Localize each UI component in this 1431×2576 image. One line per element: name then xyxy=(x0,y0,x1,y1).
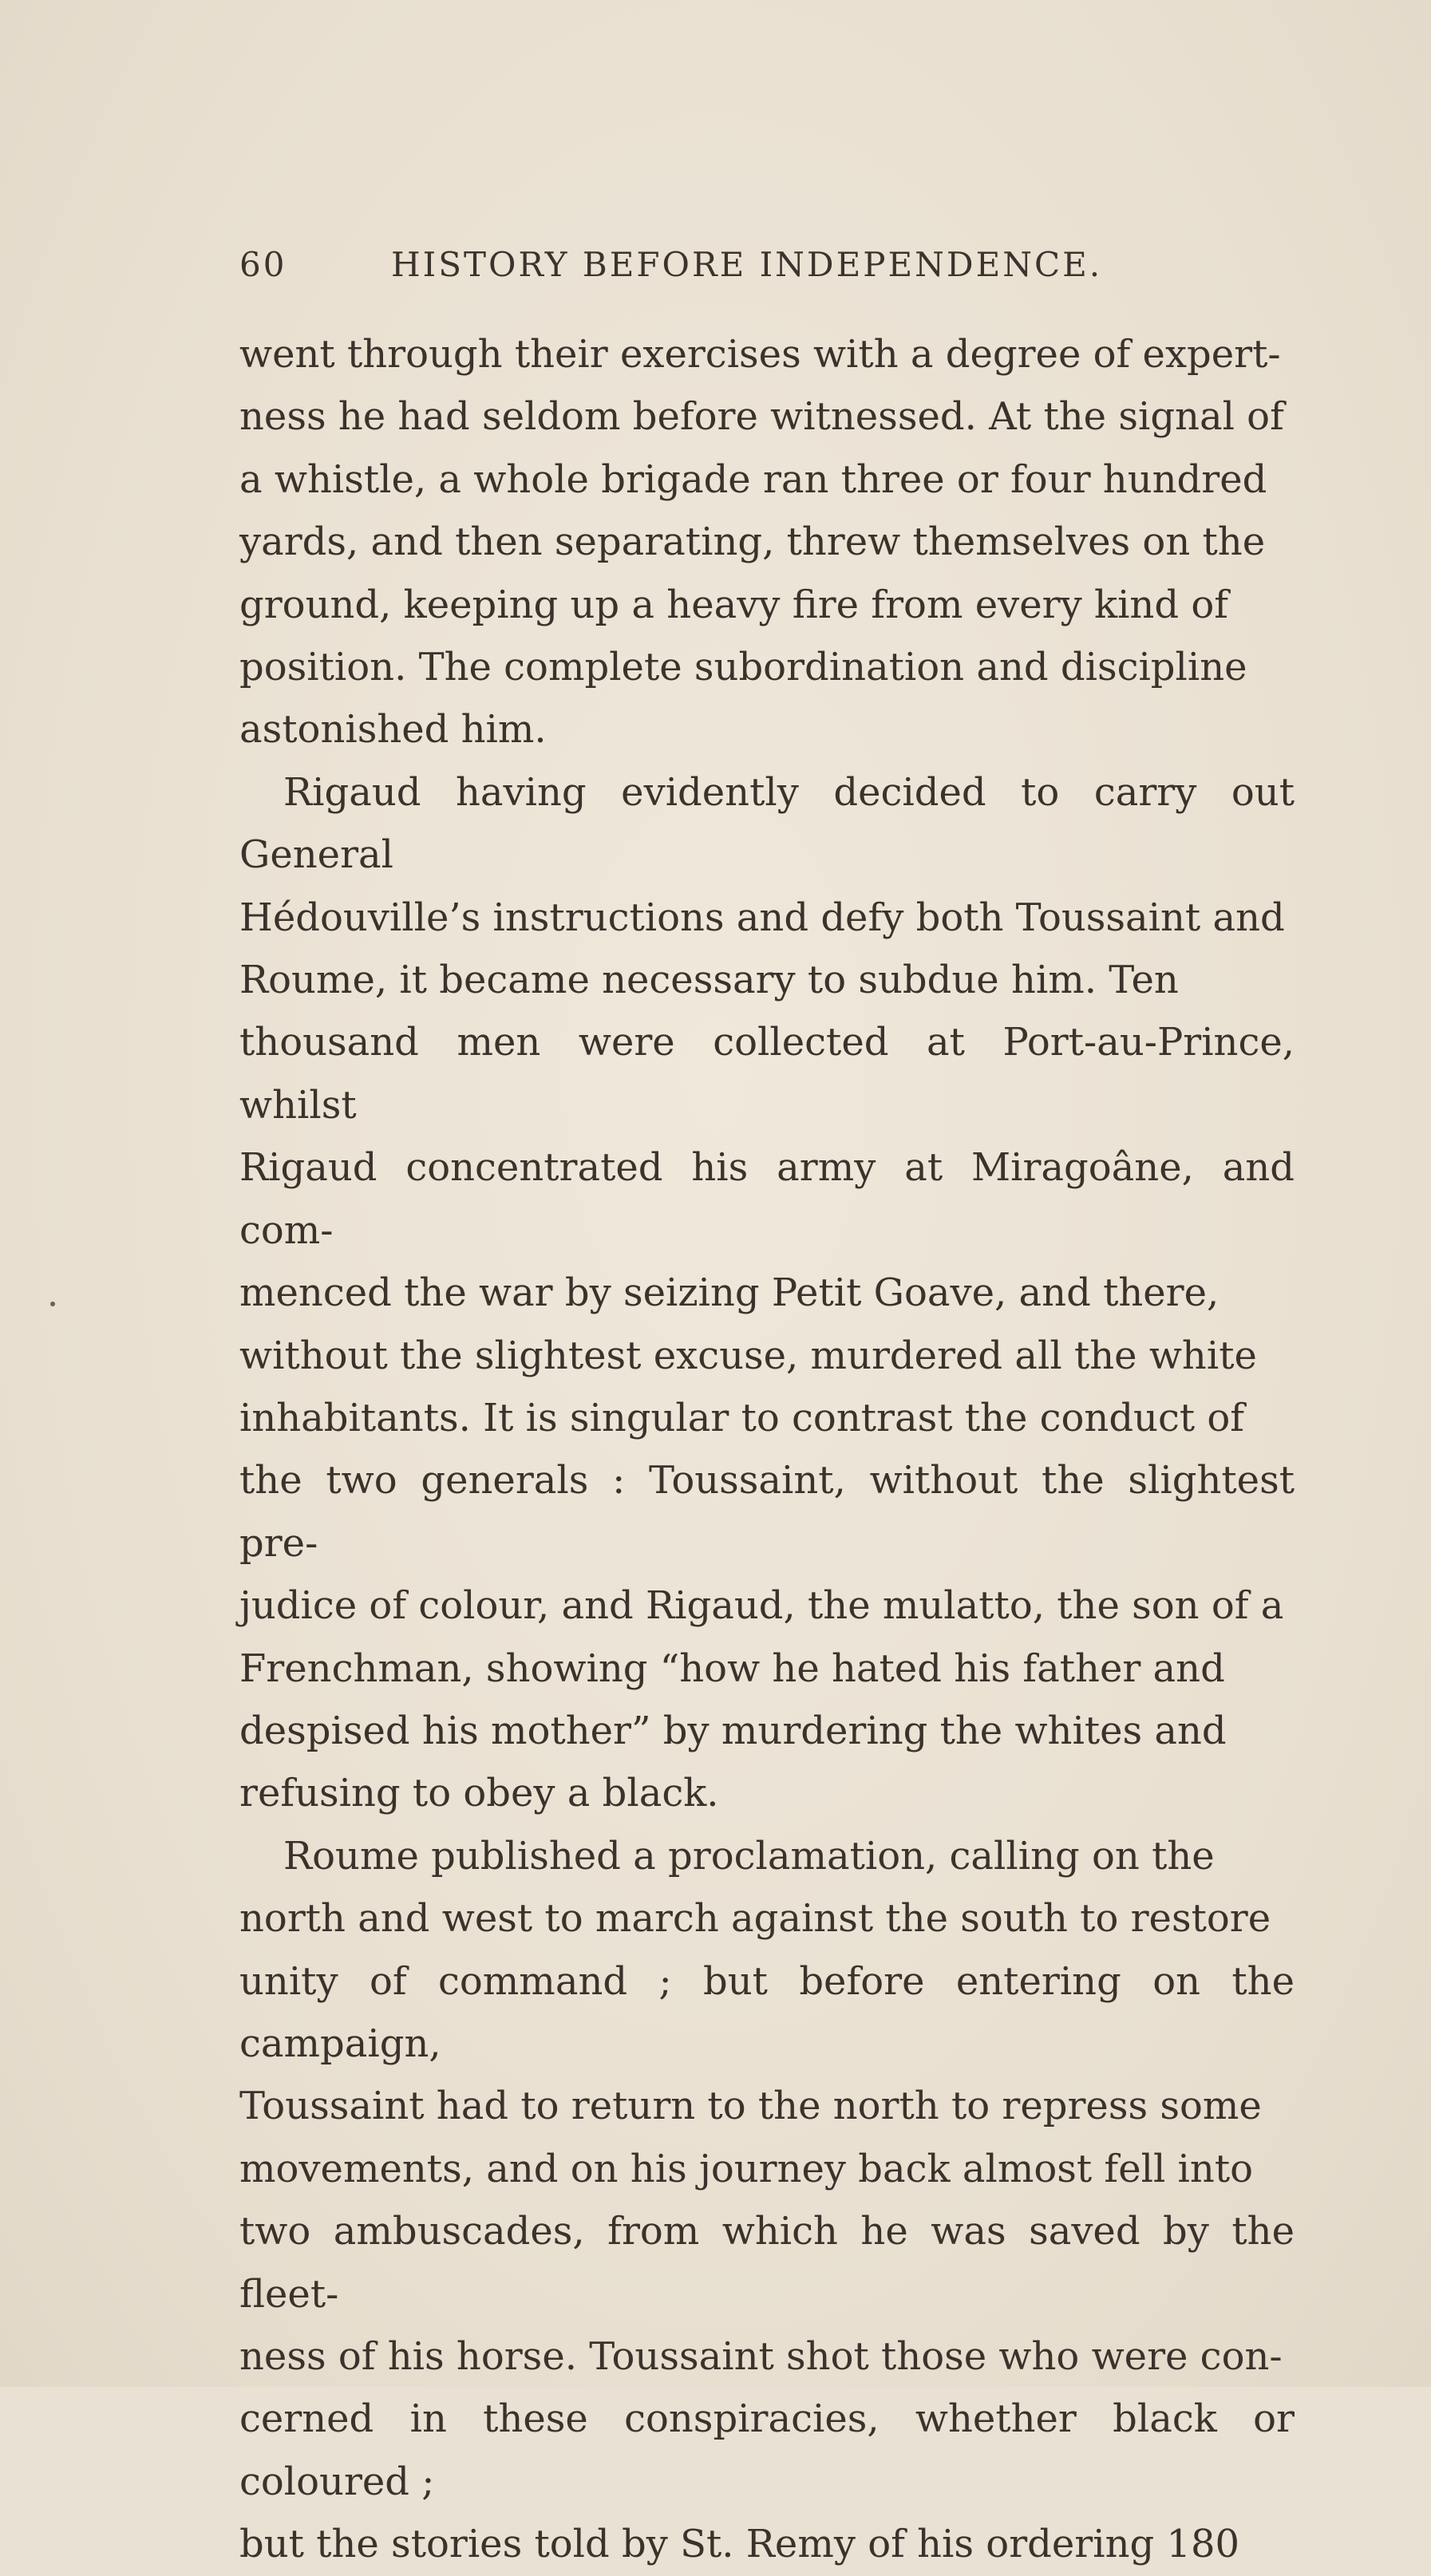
paragraph-2: Rigaud having evidently decided to carry out General Hédouville’s instructions and defy both Toussaint and Roume, it became necessary to subdue him. Ten thousand men were collected at Port-au-Prince, whilst Rigaud concentrated his army at Miragoâne, and com- menced the war by seizing Petit Goave, and there, without the slightest excuse, murdered all the white inhabitants. It is singular to contrast the conduct of the two generals : Toussaint, without the slightest pre- judice of colour, and Rigaud, the mulatto, the son of a Frenchman, showing “how he hated his father and despised his mother” by murdering the whites and refusing to obey a black. xyxy=(239,769,1295,1816)
margin-speck xyxy=(50,1302,55,1306)
paragraph-1: went through their exercises with a degree of expert- ness he had seldom before witnessed. At the signal of a whistle, a whole brigade ran three or four hundred yards, and then separating, threw themselves on the ground, keeping up a heavy fire from every kind of position. The complete subordination and discipline astonished him. xyxy=(239,332,1284,753)
running-title: HISTORY BEFORE INDEPENDENCE. xyxy=(391,245,1103,284)
body-text xyxy=(239,323,1295,2576)
paragraph-3: Roume published a proclamation, calling on the north and west to march against the south to restore unity of command ; but before entering on the campaign, Toussaint had to return to the north to repress some movements, and on his journey back almost fell into two ambuscades, from which he was saved by the fleet- ness of his horse. Toussaint shot those who were con- cerned in these conspiracies, whether black or coloured ; but the stories told by St. Remy of his ordering 180 xyxy=(239,1833,1295,2567)
page-number: 60 xyxy=(239,245,287,284)
running-head xyxy=(239,245,1301,293)
